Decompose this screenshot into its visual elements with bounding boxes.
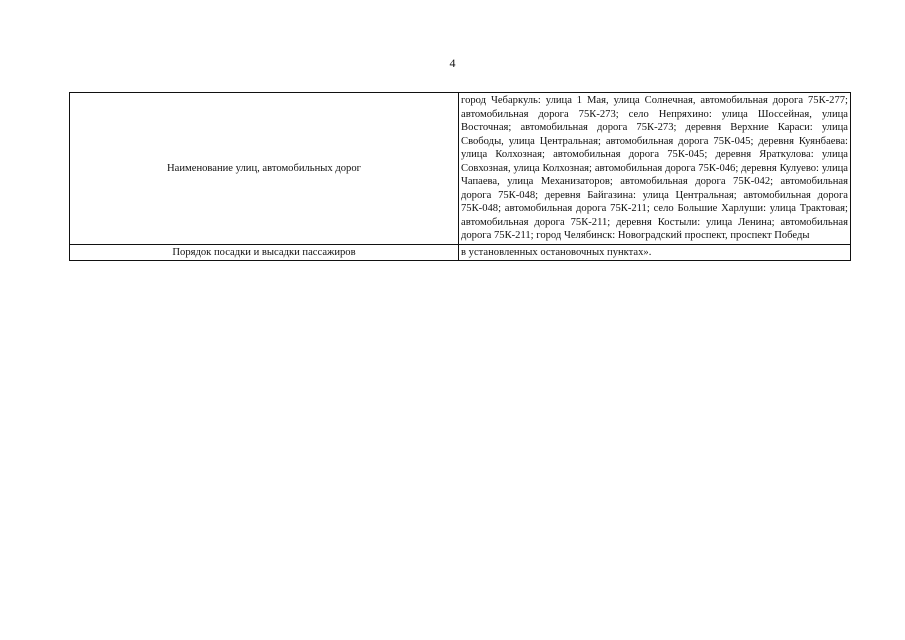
boarding-order-value: в установленных остановочных пунктах». (459, 244, 851, 261)
boarding-order-label: Порядок посадки и высадки пассажиров (70, 244, 459, 261)
streets-roads-label: Наименование улиц, автомобильных дорог (70, 93, 459, 245)
page-number: 4 (449, 56, 456, 70)
table-row (70, 244, 851, 261)
table-row (70, 93, 851, 245)
streets-roads-value: город Чебаркуль: улица 1 Мая, улица Солнечная, автомобильная дорога 75К-277; автомобильная дорога 75К-273; село Непряхино: улица Шоссейная, улица Восточная; автомобильная дорога 75К-273; деревня Верхние Караси: улица Свободы, улица Центральная; автомобильная дорога 75К-045; деревня Куянбаева: улица Колхозная; автомобильная дорога 75К-045; деревня Яраткулова: улица Совхозная, улица Колхозная; автомобильная дорога 75К-046; деревня Кулуево: улица Чапаева, улица Механизаторов; автомобильная дорога 75К-042; автомобильная дорога 75К-048; деревня Байгазина: улица Центральная; автомобильная дорога 75К-048; автомобильная дорога 75К-211; село Большие Харлуши: улица Трактовая; автомобильная дорога 75К-211; деревня Костыли: улица Ленина; автомобильная дорога 75К-211; город Челябинск: Новоградский проспект, проспект Победы (459, 93, 851, 245)
route-details-table (69, 92, 851, 261)
